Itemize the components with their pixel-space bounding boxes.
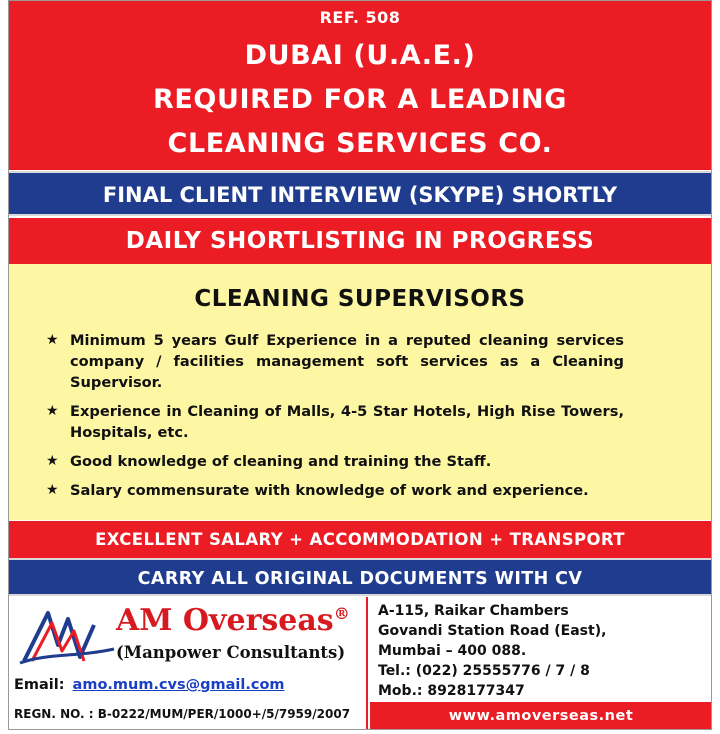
requirements-list — [46, 330, 624, 509]
mobile: Mob.: 8928177347 — [378, 683, 525, 699]
registration-number: REGN. NO. : B-0222/MUM/PER/1000+/5/7959/2007 — [14, 707, 351, 721]
reference-number: REF. 508 — [319, 8, 401, 27]
star-bullet-icon: ★ — [46, 332, 59, 348]
requirement-item: ★ Good knowledge of cleaning and training the Staff. — [46, 453, 492, 470]
star-bullet-icon: ★ — [46, 453, 59, 469]
address-line: Govandi Station Road (East), — [378, 623, 607, 639]
address-line: Mumbai – 400 088. — [378, 643, 527, 659]
company-name: AM Overseas® — [116, 603, 350, 638]
requirement-item: ★ Minimum 5 years Gulf Experience in a reputed cleaning services company / facilities management soft services as a Cleaning Supervisor. — [46, 332, 624, 391]
company-footer — [8, 597, 712, 730]
telephone: Tel.: (022) 25555776 / 7 / 8 — [378, 663, 590, 679]
requirement-item: ★ Salary commensurate with knowledge of work and experience. — [46, 482, 589, 499]
company-tagline: (Manpower Consultants) — [116, 643, 346, 662]
headline-required: REQUIRED FOR A LEADING — [152, 84, 568, 115]
address-line: A-115, Raikar Chambers — [378, 603, 569, 619]
requirement-item: ★ Experience in Cleaning of Malls, 4-5 Star Hotels, High Rise Towers, Hospitals, etc. — [46, 403, 624, 441]
headline-location: DUBAI (U.A.E.) — [244, 40, 476, 71]
company-branding — [8, 597, 368, 730]
interview-banner: FINAL CLIENT INTERVIEW (SKYPE) SHORTLY — [8, 171, 712, 216]
job-details-section — [8, 264, 712, 520]
documents-banner: CARRY ALL ORIGINAL DOCUMENTS WITH CV — [8, 558, 712, 596]
star-bullet-icon: ★ — [46, 403, 59, 419]
email-row — [14, 677, 285, 693]
am-overseas-logo-icon — [18, 605, 118, 667]
job-title: CLEANING SUPERVISORS — [194, 286, 526, 312]
email-link[interactable]: amo.mum.cvs@gmail.com — [72, 677, 285, 693]
benefits-banner: EXCELLENT SALARY + ACCOMMODATION + TRANSPORT — [8, 521, 712, 558]
star-bullet-icon: ★ — [46, 482, 59, 498]
header-section — [8, 0, 712, 170]
shortlisting-banner: DAILY SHORTLISTING IN PROGRESS — [8, 218, 712, 264]
headline-company-type: CLEANING SERVICES CO. — [167, 128, 553, 159]
website-link[interactable]: www.amoverseas.net — [370, 702, 712, 730]
email-label: Email: — [14, 677, 65, 693]
company-address — [378, 601, 606, 701]
